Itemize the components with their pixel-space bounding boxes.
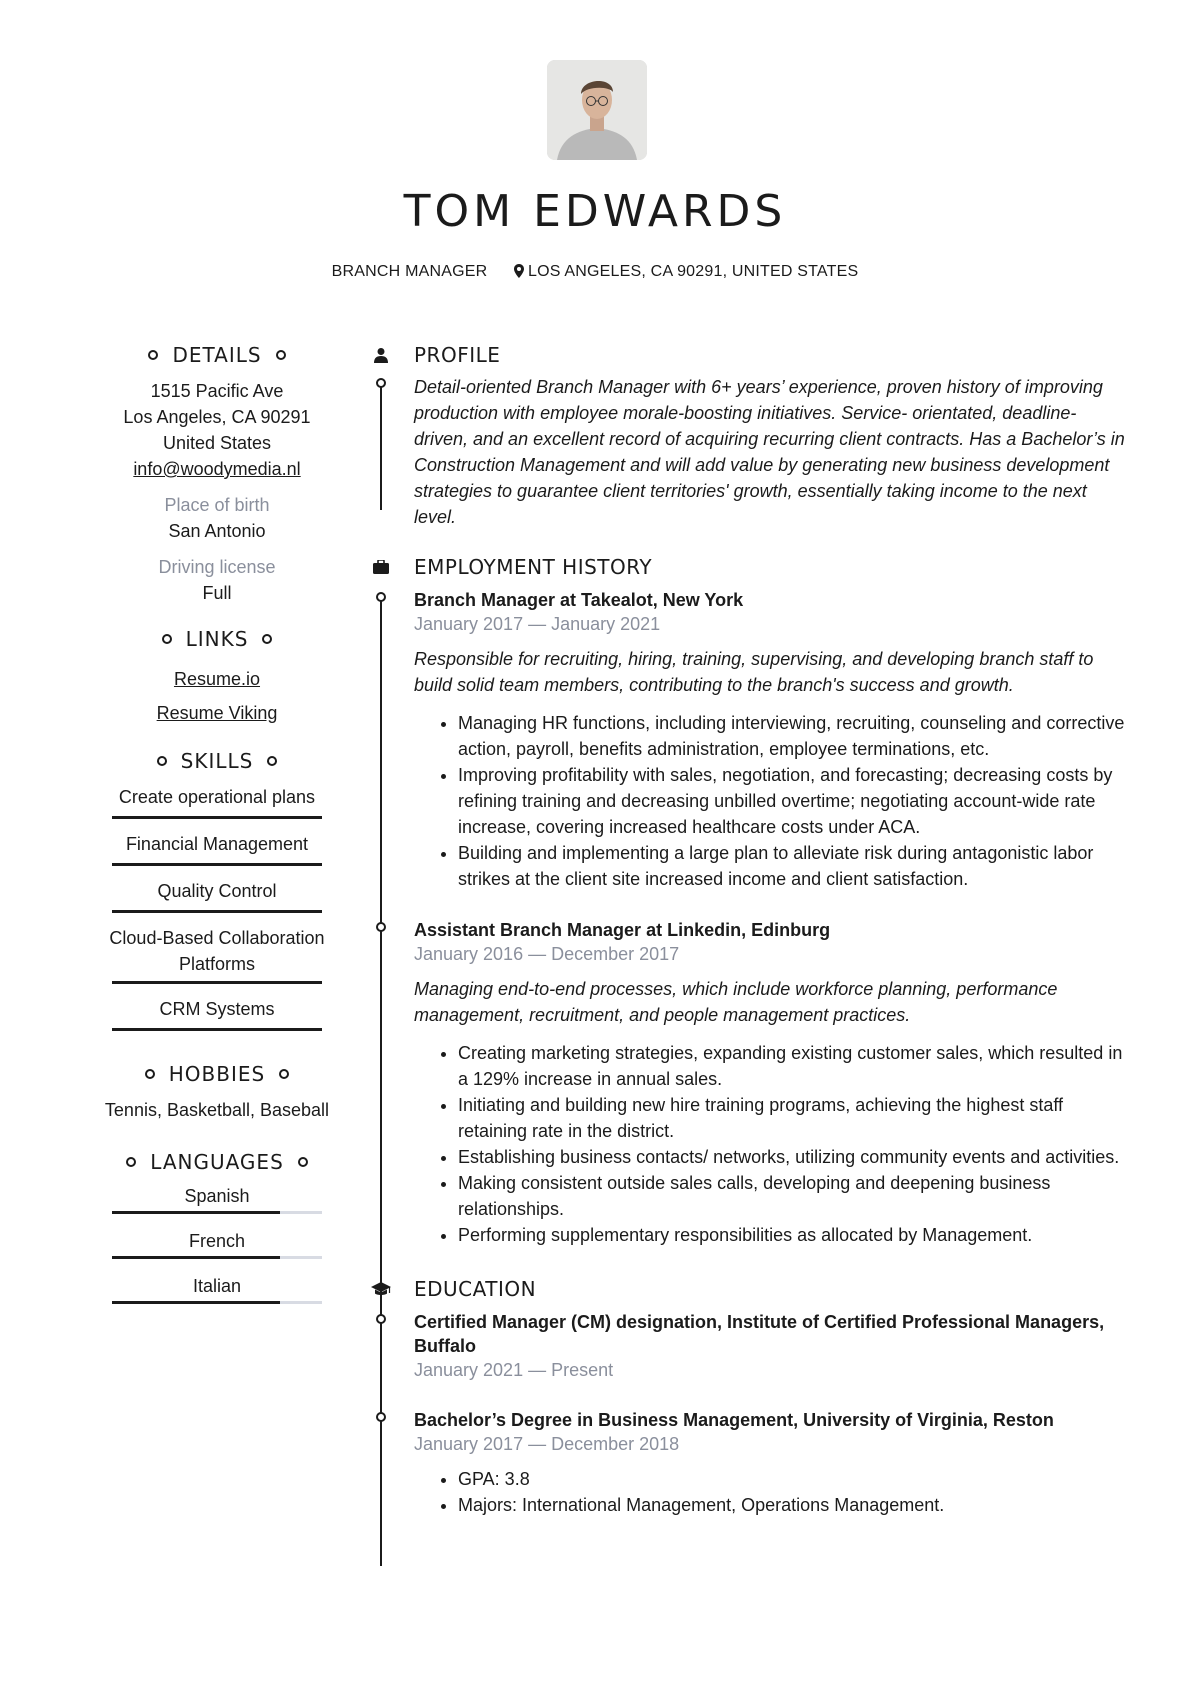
education-entry	[366, 1408, 1126, 1518]
timeline-dot	[376, 1314, 386, 1324]
job-entry	[366, 918, 1126, 1248]
candidate-name: TOM EDWARDS	[403, 186, 787, 237]
degree-dates: January 2021 — Present	[414, 1360, 614, 1380]
ring-icon	[148, 350, 158, 360]
timeline-dot	[376, 378, 386, 388]
address-line: Los Angeles, CA 90291	[123, 407, 311, 427]
skill-item: Create operational plans	[112, 778, 322, 819]
header-subline	[0, 263, 1190, 283]
job-entry	[366, 588, 1126, 892]
skill-item: Financial Management	[112, 825, 322, 866]
birth-label: Place of birth	[164, 495, 270, 515]
person-icon	[366, 347, 396, 363]
language-name: French	[188, 1231, 246, 1251]
profile-text: Detail-oriented Branch Manager with 6+ years’ experience, proven history of improving production with employee morale-boosting initiatives. Service- orientated, deadline-driven, and an excellent record of acquiring recurring client contracts. Has a Bachelor’s in Construction Management and will add value by generating new business development strategies to guarantee client territories' growth, essentially taking income to the next level.	[414, 377, 1125, 527]
language-name: Italian	[192, 1276, 242, 1296]
address-line: United States	[162, 433, 272, 453]
list-item: • Majors: International Management, Operations Management.	[458, 1492, 1126, 1518]
timeline-dot	[376, 592, 386, 602]
details-heading: DETAILS	[100, 340, 334, 370]
skills-heading: SKILLS	[100, 746, 334, 776]
language-level-fill	[112, 1211, 280, 1214]
timeline-dot	[376, 922, 386, 932]
hobbies-text: Tennis, Basketball, Baseball	[104, 1100, 330, 1120]
links-heading: LINKS	[100, 624, 334, 654]
profile-heading: PROFILE	[366, 340, 1126, 370]
job-bullets	[414, 1040, 1126, 1248]
list-item: • Creating marketing strategies, expanding existing customer sales, which resulted in a 129% increase in annual sales.	[458, 1040, 1126, 1092]
address-line: 1515 Pacific Ave	[150, 381, 284, 401]
employment-heading: EMPLOYMENT HISTORY	[366, 552, 1126, 582]
job-dates: January 2016 — December 2017	[414, 944, 680, 964]
license-value: Full	[202, 583, 232, 603]
list-item: • Improving profitability with sales, negotiation, and forecasting; decreasing costs by refining training and decreasing unbilled overtime; negotiating account-wide rate increase, covering increased healthcare costs under ACA.	[458, 762, 1126, 840]
ring-icon	[145, 1069, 155, 1079]
skill-item: CRM Systems	[112, 990, 322, 1031]
job-dates: January 2017 — January 2021	[414, 614, 661, 634]
main-content	[366, 340, 1126, 1518]
birth-value: San Antonio	[168, 521, 266, 541]
link-resume-viking[interactable]: Resume Viking	[156, 703, 278, 723]
languages-heading: LANGUAGES	[100, 1147, 334, 1177]
briefcase-icon	[366, 560, 396, 574]
profile-photo-icon	[547, 60, 647, 160]
location: LOS ANGELES, CA 90291, UNITED STATES	[528, 263, 859, 280]
job-bullets	[414, 710, 1126, 892]
job-summary: Managing end-to-end processes, which include workforce planning, performance management, recruitment, and people management practices.	[414, 979, 1058, 1025]
degree-title: Certified Manager (CM) designation, Institute of Certified Professional Managers, Buffalo	[414, 1312, 1105, 1356]
list-item: • Establishing business contacts/ networks, utilizing community events and activities.	[458, 1144, 1126, 1170]
list-item: • Performing supplementary responsibilities as allocated by Management.	[458, 1222, 1126, 1248]
skill-underline	[112, 981, 322, 984]
ring-icon	[298, 1157, 308, 1167]
list-item: • GPA: 3.8	[458, 1466, 1126, 1492]
language-level-bar	[112, 1211, 322, 1214]
ring-icon	[162, 634, 172, 644]
degree-title: Bachelor’s Degree in Business Management, University of Virginia, Reston	[414, 1410, 1054, 1430]
job-title: Assistant Branch Manager at Linkedin, Edinburg	[414, 920, 831, 940]
language-level-fill	[112, 1256, 280, 1259]
ring-icon	[267, 756, 277, 766]
skill-item: Quality Control	[112, 872, 322, 913]
ring-icon	[157, 756, 167, 766]
avatar	[547, 60, 647, 160]
license-label: Driving license	[158, 557, 276, 577]
education-heading: EDUCATION	[366, 1274, 1126, 1304]
language-level-bar	[112, 1301, 322, 1304]
job-title: Branch Manager at Takealot, New York	[414, 590, 744, 610]
ring-icon	[126, 1157, 136, 1167]
list-item: • Initiating and building new hire training programs, achieving the highest staff retaining rate in the district.	[458, 1092, 1126, 1144]
language-level-bar	[112, 1256, 322, 1259]
education-entry	[366, 1310, 1126, 1382]
timeline-dot	[376, 1412, 386, 1422]
skill-item: Cloud-Based Collaboration Platforms	[109, 928, 325, 974]
list-item: • Building and implementing a large plan to alleviate risk during antagonistic labor strikes at the client site increased income and client satisfaction.	[458, 840, 1126, 892]
language-name: Spanish	[184, 1186, 250, 1206]
hobbies-heading: HOBBIES	[100, 1059, 334, 1089]
profile-entry	[366, 374, 1126, 530]
ring-icon	[279, 1069, 289, 1079]
list-item: • Managing HR functions, including interviewing, recruiting, counseling and corrective action, payroll, benefits administration, employee terminations, etc.	[458, 710, 1126, 762]
link-resume-io[interactable]: Resume.io	[173, 669, 261, 689]
timeline-line	[380, 382, 382, 510]
language-level-fill	[112, 1301, 280, 1304]
job-title: BRANCH MANAGER	[331, 263, 488, 280]
sidebar	[100, 340, 334, 1314]
degree-bullets	[414, 1466, 1126, 1518]
map-pin-icon	[514, 264, 524, 283]
ring-icon	[276, 350, 286, 360]
degree-dates: January 2017 — December 2018	[414, 1434, 680, 1454]
list-item: • Making consistent outside sales calls, developing and deepening business relationships.	[458, 1170, 1126, 1222]
ring-icon	[262, 634, 272, 644]
job-summary: Responsible for recruiting, hiring, training, supervising, and developing branch staff to build solid team members, contributing to the branch's success and growth.	[414, 649, 1094, 695]
email-link[interactable]: info@woodymedia.nl	[133, 459, 301, 479]
